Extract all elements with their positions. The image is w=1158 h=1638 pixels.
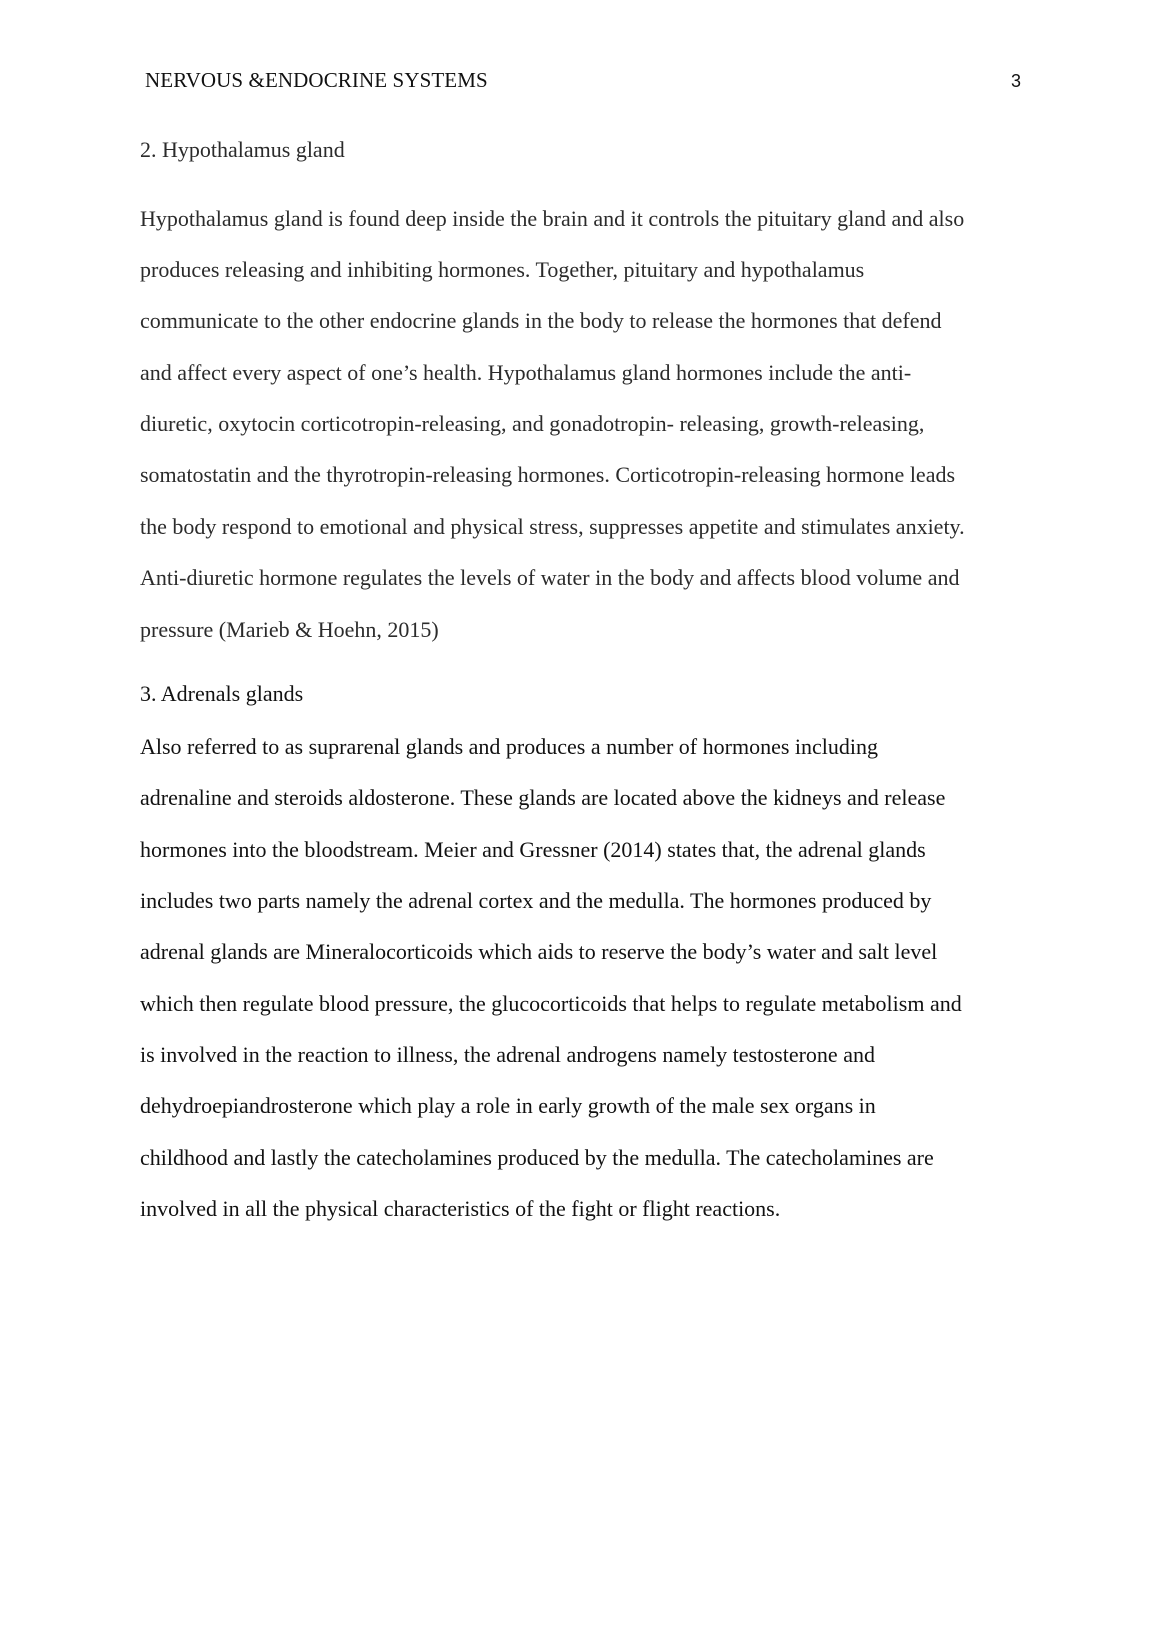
paragraph-line: adrenal glands are Mineralocorticoids which aids to reserve the body’s water and salt level: [140, 939, 938, 964]
paragraph-line: includes two parts namely the adrenal cortex and the medulla. The hormones produced by: [140, 888, 932, 913]
paragraph-line: Also referred to as suprarenal glands and produces a number of hormones including: [140, 734, 878, 759]
paragraph-line: is involved in the reaction to illness, the adrenal androgens namely testosterone and: [140, 1042, 875, 1067]
paragraph-line: diuretic, oxytocin corticotropin-releasing, and gonadotropin- releasing, growth-releasing,: [140, 411, 925, 436]
paragraph-line: dehydroepiandrosterone which play a role in early growth of the male sex organs in: [140, 1093, 876, 1118]
paragraph-line: hormones into the bloodstream. Meier and Gressner (2014) states that, the adrenal glands: [140, 837, 926, 862]
section-heading-hypothalamus: 2. Hypothalamus gland: [140, 137, 345, 162]
paragraph-line: involved in all the physical characteristics of the fight or flight reactions.: [140, 1196, 781, 1221]
paragraph-line: childhood and lastly the catecholamines produced by the medulla. The catecholamines are: [140, 1145, 934, 1170]
paragraph-line: pressure (Marieb & Hoehn, 2015): [140, 617, 439, 642]
paragraph-line: the body respond to emotional and physical stress, suppresses appetite and stimulates anxiety.: [140, 514, 965, 539]
paragraph-line: somatostatin and the thyrotropin-releasing hormones. Corticotropin-releasing hormone leads: [140, 462, 956, 487]
section-heading-adrenals: 3. Adrenals glands: [140, 681, 304, 706]
paragraph-line: and affect every aspect of one’s health. Hypothalamus gland hormones include the anti-: [140, 360, 912, 385]
running-head: NERVOUS &ENDOCRINE SYSTEMS: [145, 68, 488, 92]
paragraph-line: adrenaline and steroids aldosterone. These glands are located above the kidneys and release: [140, 785, 946, 810]
paragraph-line: which then regulate blood pressure, the glucocorticoids that helps to regulate metabolism and: [140, 991, 962, 1016]
paragraph-line: Anti-diuretic hormone regulates the levels of water in the body and affects blood volume and: [140, 565, 960, 590]
page-number: 3: [1011, 71, 1022, 91]
paragraph-line: produces releasing and inhibiting hormones. Together, pituitary and hypothalamus: [140, 257, 865, 282]
paragraph-line: Hypothalamus gland is found deep inside the brain and it controls the pituitary gland and also: [140, 206, 965, 231]
paragraph-line: communicate to the other endocrine glands in the body to release the hormones that defend: [140, 308, 942, 333]
